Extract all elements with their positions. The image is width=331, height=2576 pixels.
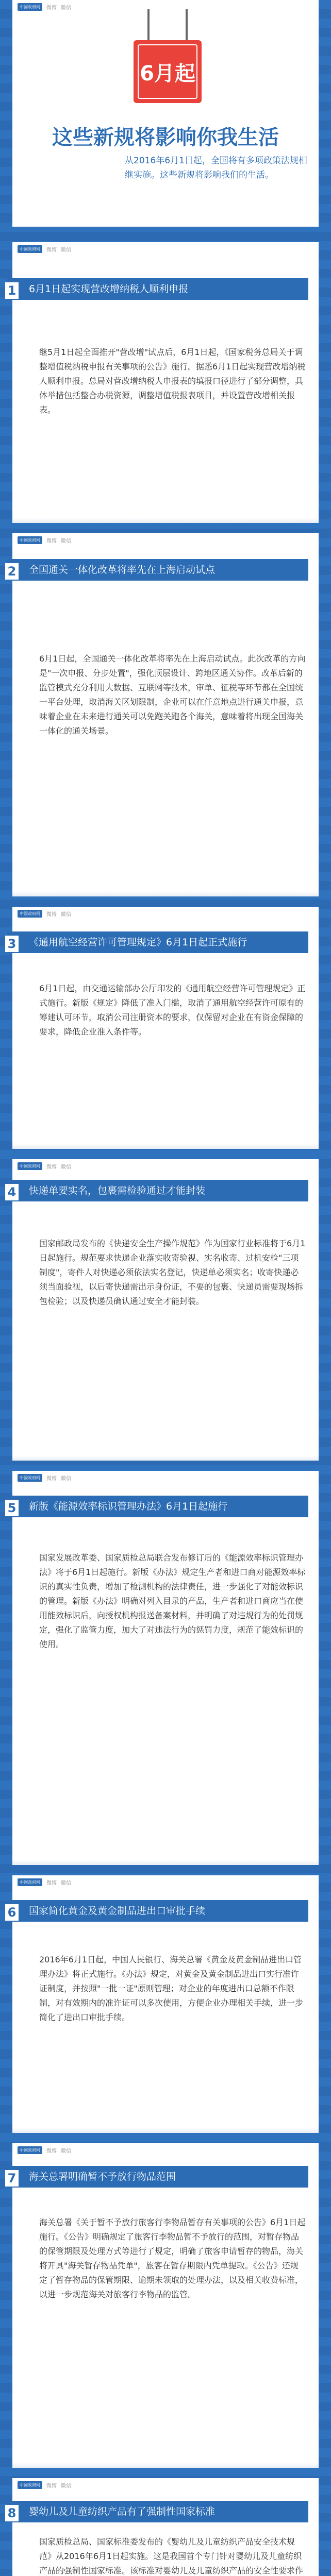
section-card	[7, 533, 319, 896]
section-card	[7, 1471, 319, 1865]
date-sign-icon	[134, 40, 202, 103]
card-divider	[12, 2128, 319, 2133]
weibo-label[interactable]: 微博	[46, 1476, 57, 1482]
weixin-label[interactable]: 微信	[61, 1164, 71, 1170]
brand-bar	[12, 2143, 319, 2157]
section-body: 海关总署《关于暂不予放行旅客行李物品暂存有关事项的公告》6月1日起施行。《公告》明确规定了旅客行李物品暂不予放行的范围，对暂存物品的保管期限及处理方式等进行了规定，明确了旅客申请暂存的物品，海关将开具"海关暂存物品凭单"，旅客在暂存期限内凭单提取。《公告》还规定了暂存物品的保管期限、逾期未领取的处理办法，以及相关收费标准，以进一步规范海关对旅客行李物品的监管。	[39, 2217, 306, 2299]
brand-logo: 中国政府网	[18, 245, 42, 253]
section-number: 6	[5, 1904, 19, 1921]
intro-text: 从2016年6月1日起，全国将有多项政策法规相继实施。这些新规将影响我们的生活。	[125, 156, 307, 180]
weixin-label[interactable]: 微信	[61, 2483, 71, 2489]
section-body: 国家质检总局、国家标准委发布的《婴幼儿及儿童纺织产品安全技术规范》从2016年6月1日起实施。这是我国首个专门针对婴幼儿及儿童纺织产品的强制性国家标准。该标准对婴幼儿及儿童纺织产品的安全性要求作	[39, 2537, 304, 2575]
weixin-label[interactable]: 微信	[61, 1476, 71, 1482]
section-title-banner	[7, 2501, 308, 2522]
brand-bar	[12, 533, 319, 547]
section-number: 7	[5, 2170, 19, 2187]
brand-logo: 中国政府网	[18, 1878, 42, 1886]
weibo-label[interactable]: 微博	[46, 1880, 57, 1886]
section-card	[7, 2143, 319, 2468]
section-card	[7, 1875, 319, 2133]
brand-logo: 中国政府网	[18, 1162, 42, 1170]
brand-logo: 中国政府网	[18, 2146, 42, 2154]
section-title-banner	[7, 1900, 308, 1922]
card-divider	[12, 891, 319, 896]
card-divider	[12, 1860, 319, 1865]
brand-bar	[12, 1159, 319, 1173]
weixin-label[interactable]: 微信	[61, 2148, 71, 2154]
weibo-label[interactable]: 微博	[46, 1164, 57, 1170]
section-body: 继5月1日起全面推开"营改增"试点后，6月1日起，《国家税务总局关于调整增值税纳税申报有关事项的公告》施行。据悉6月1日起实现营改增纳税人顺利申报。总局对营改增纳税人申报表的填报口径进行了部分调整，具体举措包括整合办税资源，调整增值税报表项目，并设置营改增相关报表。	[39, 347, 306, 415]
card-divider	[12, 1144, 319, 1149]
section-number: 3	[5, 936, 19, 952]
weixin-label[interactable]: 微信	[61, 5, 71, 11]
weixin-label[interactable]: 微信	[61, 247, 71, 253]
section-title-banner	[7, 1496, 308, 1517]
weibo-label[interactable]: 微博	[46, 911, 57, 918]
section-body: 6月1日起，全国通关一体化改革将率先在上海启动试点。此次改革的方向是"一次申报、分步处置"，强化顶层设计、跨地区通关协作。改革后新的监管模式充分利用大数据、互联网等技术，审单、征税等环节都在全国统一平台处理，取消海关区划限制，企业可以在任意地点进行通关申报，意味着企业在未来进行通关可以免跑关跑各个海关，意味着将出现全国海关一体化的通关场景。	[39, 654, 306, 736]
section-title: 《通用航空经营许可管理规定》6月1日起正式施行	[29, 937, 247, 948]
page-title: 这些新规将影响你我生活	[52, 126, 279, 149]
section-title: 新版《能源效率标识管理办法》6月1日起施行	[29, 1501, 228, 1512]
weibo-label[interactable]: 微博	[46, 2148, 57, 2154]
brand-logo: 中国政府网	[18, 3, 42, 11]
section-body: 2016年6月1日起，中国人民银行、海关总署《黄金及黄金制品进出口管理办法》将正式施行。《办法》规定，对黄金及黄金制品进出口实行准许证制度，并按照"一批一证"原则管理；对企业的年度进出口总额不作限制，对有效期内的准许证可以多次使用，方便企业办理相关手续，进一步简化了进出口审批手续。	[39, 1955, 304, 2022]
section-card	[7, 2478, 319, 2576]
sign-illustration	[12, 40, 319, 112]
weixin-label[interactable]: 微信	[61, 1880, 71, 1886]
brand-logo: 中国政府网	[18, 2481, 42, 2489]
card-divider	[12, 1455, 319, 1461]
section-card	[7, 907, 319, 1149]
section-title: 快递单要实名，包裹需检验通过才能封装	[29, 1185, 206, 1196]
section-title: 全国通关一体化改革将率先在上海启动试点	[29, 564, 216, 575]
weibo-label[interactable]: 微博	[46, 247, 57, 253]
weibo-label[interactable]: 微博	[46, 538, 57, 544]
section-body: 6月1日起，由交通运输部办公厅印发的《通用航空经营许可管理规定》正式施行。新版《规定》降低了准入门槛，取消了通用航空经营许可原有的筹建认可环节，取消公司注册资本的要求，仅保留对企业在有资金保障的要求，降低企业准入条件等。	[39, 984, 306, 1037]
brand-bar	[12, 242, 319, 256]
brand-logo: 中国政府网	[18, 1474, 42, 1482]
section-number: 8	[5, 2505, 19, 2521]
brand-logo: 中国政府网	[18, 536, 42, 544]
section-number: 4	[5, 1184, 19, 1200]
section-card	[7, 242, 319, 523]
weixin-label[interactable]: 微信	[61, 911, 71, 918]
sign-text: 6月起	[138, 44, 197, 99]
section-number: 2	[5, 563, 19, 580]
section-title: 海关总署明确暂不予放行物品范围	[29, 2171, 176, 2182]
brand-bar	[12, 1875, 319, 1889]
card-divider	[12, 2463, 319, 2468]
section-number: 1	[5, 282, 19, 299]
brand-bar	[12, 907, 319, 920]
section-title: 国家简化黄金及黄金制品进出口审批手续	[29, 1905, 206, 1917]
section-title-banner	[7, 559, 308, 581]
section-number: 5	[5, 1500, 19, 1516]
brand-bar	[12, 2478, 319, 2492]
brand-bar	[12, 0, 76, 13]
weixin-label[interactable]: 微信	[61, 538, 71, 544]
header-card	[12, 0, 319, 227]
weibo-label[interactable]: 微博	[46, 2483, 57, 2489]
section-title: 6月1日起实现营改增纳税人顺利申报	[29, 283, 189, 295]
weibo-label[interactable]: 微博	[46, 5, 57, 11]
section-title: 婴幼儿及儿童纺织产品有了强制性国家标准	[29, 2506, 216, 2517]
card-divider	[12, 518, 319, 523]
brand-logo: 中国政府网	[18, 910, 42, 918]
section-title-banner	[7, 278, 308, 300]
section-title-banner	[7, 931, 308, 953]
section-body: 国家邮政局发布的《快递安全生产操作规范》作为国家行业标准将于6月1日起施行。规范要求快递企业落实收寄验视、实名收寄、过机安检"三项制度"，寄件人对快递必须依法实名登记，快递单必须实名；收寄快递必须当面验视，以后寄快递需出示身份证，不要的包裹、快递员需要现场拆包检验；以及快递员确认通过安全才能封装。	[39, 1239, 306, 1306]
section-title-banner	[7, 1180, 308, 1201]
section-body: 国家发展改革委、国家质检总局联合发布修订后的《能源效率标识管理办法》将于6月1日起施行。新版《办法》规定生产者和进口商对能源效率标识的真实性负责，增加了检测机构的法律责任，进一步强化了对能效标识的管理。新版《办法》明确对列入目录的产品，生产者和进口商应当在使用能效标识后，向授权机构报送备案材料，并明确了对违规行为的处罚规定，强化了监管力度，加大了对违法行为的惩罚力度，规范了能效标识的使用。	[39, 1553, 306, 1649]
section-title-banner	[7, 2166, 308, 2188]
brand-bar	[12, 1471, 319, 1484]
section-card	[7, 1159, 319, 1461]
